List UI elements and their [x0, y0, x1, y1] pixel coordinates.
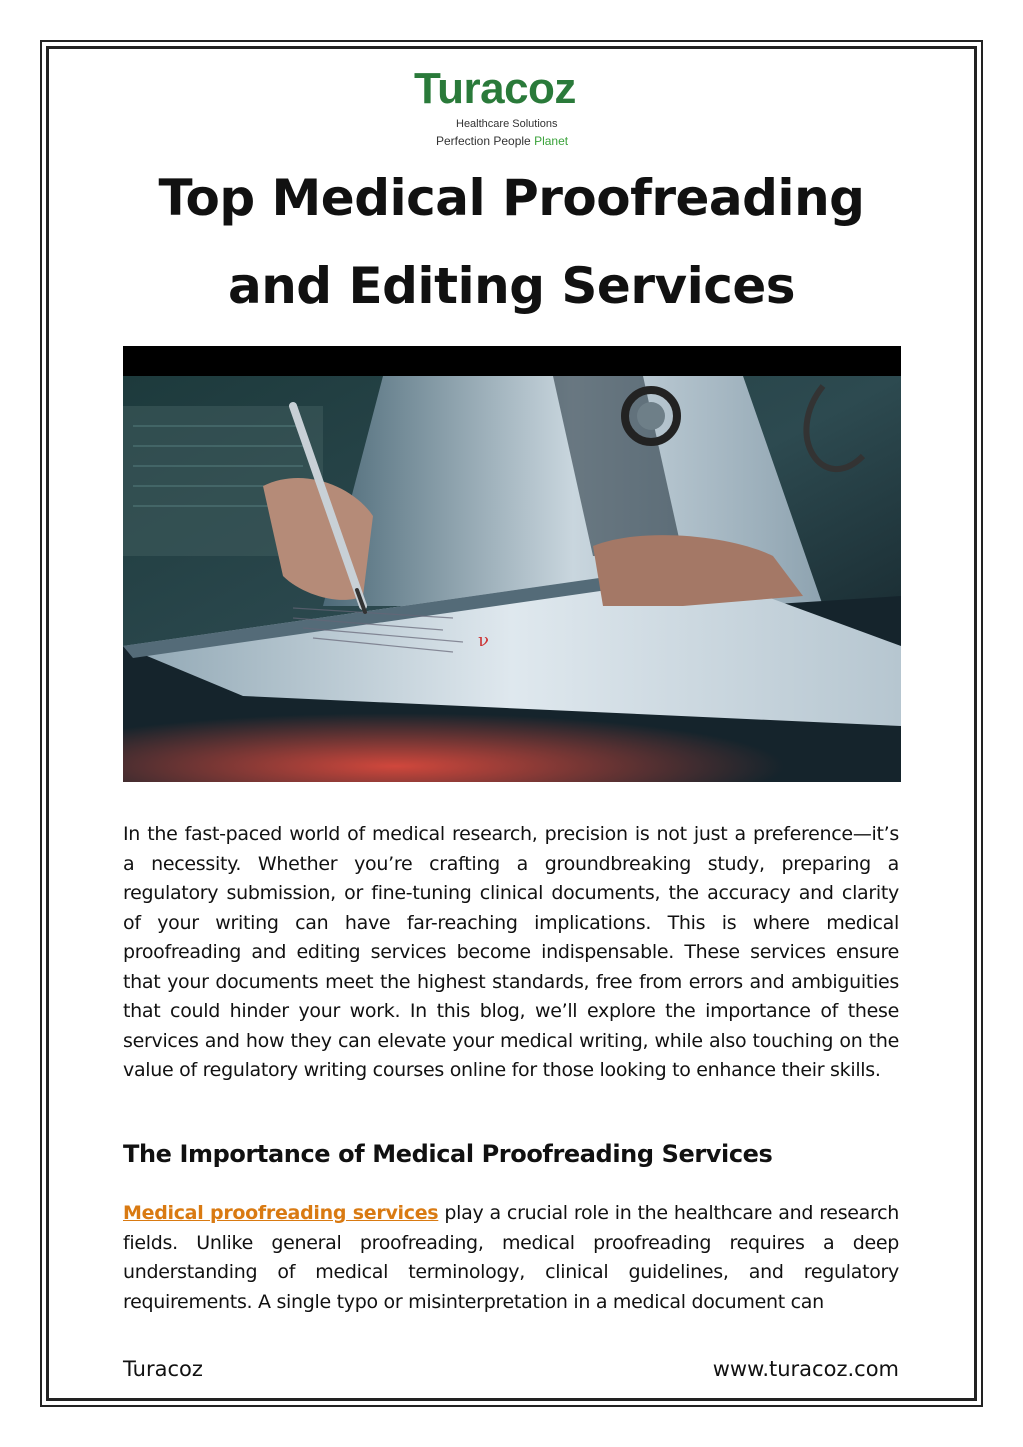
logo-tagline-planet: Planet	[534, 134, 569, 148]
svg-text:ν: ν	[478, 630, 489, 651]
section-heading: The Importance of Medical Proofreading Services	[123, 1140, 773, 1168]
logo-tagline-main: Perfection People	[436, 134, 531, 148]
section-paragraph-text: play a crucial role in the healthcare and research fields. Unlike general proofreading, medical proofreading requires a deep understanding of medical terminology, clinical guidelines, and regulatory requirements. A single typo or misinterpretation in a medical document can	[123, 1202, 900, 1313]
page-title-line-2: and Editing Services	[227, 257, 796, 315]
logo-wordmark: Turacoz	[414, 64, 576, 113]
medical-proofreading-link[interactable]: Medical proofreading services	[123, 1202, 439, 1224]
footer-website: www.turacoz.com	[712, 1357, 899, 1381]
logo-tagline	[436, 134, 568, 148]
hero-image	[123, 346, 901, 782]
footer-company: Turacoz	[123, 1357, 203, 1381]
section-paragraph	[123, 1199, 899, 1317]
doctor-writing-illustration	[123, 346, 901, 782]
intro-paragraph: In the fast-paced world of medical research, precision is not just a preference—it’s a necessity. Whether you’re crafting a groundbreaking study, preparing a regulatory submission, or fine-tuning clinical documents, the accuracy and clarity of your writing can have far-reaching implications. This is where medical proofreading and editing services become indispensable. These services ensure that your documents meet the highest standards, free from errors and ambiguities that could hinder your work. In this blog, we’ll explore the importance of these services and how they can elevate your medical writing, while also touching on the value of regulatory writing courses online for those looking to enhance their skills.	[123, 823, 899, 1081]
logo-subtitle: Healthcare Solutions	[456, 118, 558, 130]
page-title-line-1: Top Medical Proofreading	[158, 169, 865, 227]
turacoz-logo	[414, 66, 614, 152]
